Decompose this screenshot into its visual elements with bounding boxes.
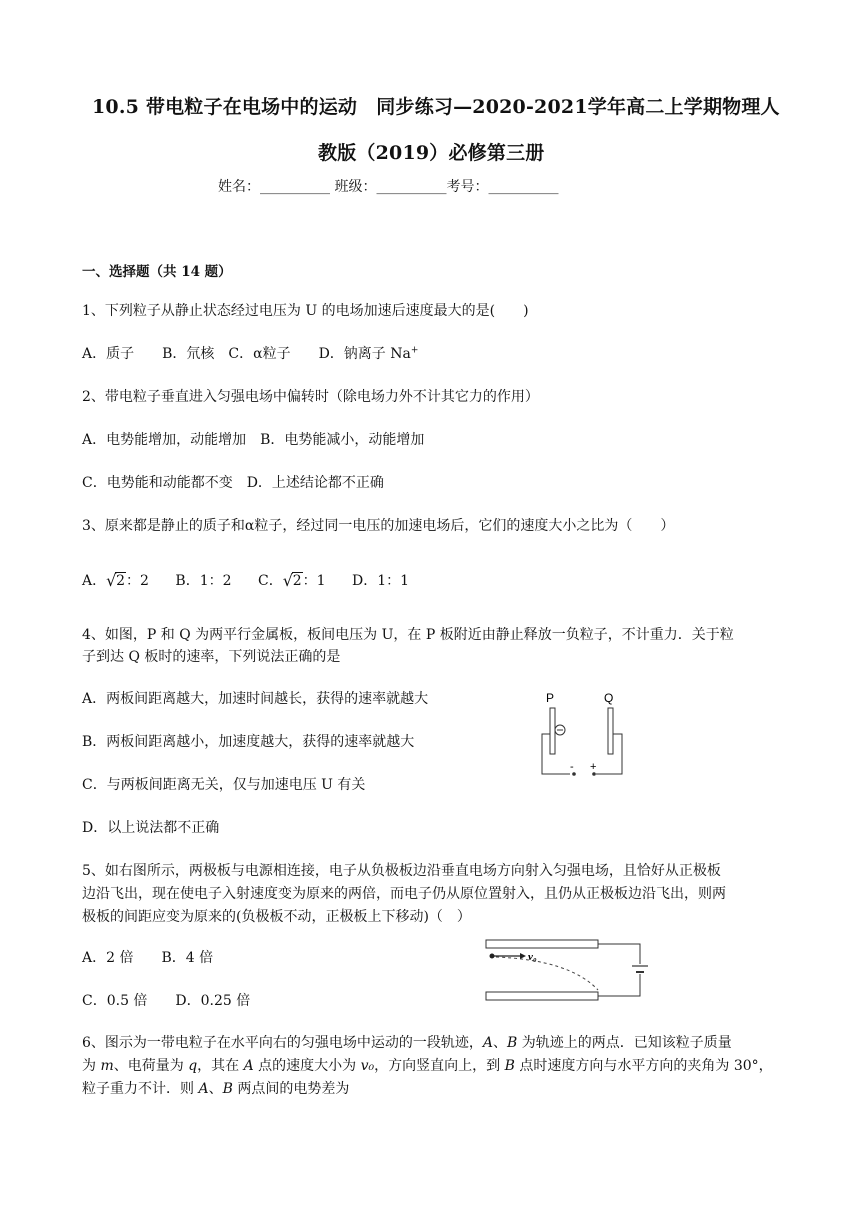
q3-opt-c-label: C．	[257, 573, 283, 589]
point-a-label: A	[482, 1035, 494, 1051]
q2-stem: 2、带电粒子垂直进入匀强电场中偏转时（除电场力外不计其它力的作用）	[82, 389, 539, 405]
q5-stem-line2: 边沿飞出，现在使电子入射速度变为原来的两倍，而电子仍从原位置射入，且仍从正极板边沿飞出，则两	[82, 886, 726, 902]
q3-opt-a-label: A．	[82, 573, 107, 589]
q6-line1-sep: 、	[493, 1035, 508, 1051]
q3-options	[82, 570, 409, 590]
page-title-line2: 教版（2019）必修第三册	[318, 142, 545, 164]
q6-line2-text-d: 点的速度大小为	[253, 1058, 361, 1074]
q3-opt-c-sqrt	[283, 573, 303, 589]
q5-stem-line1: 5、如右图所示，两极板与电源相连接，电子从负极板边沿垂直电场方向射入匀强电场，且恰好从正极板	[82, 863, 721, 879]
point-b-label: B	[507, 1035, 518, 1051]
q6-line3-sep: 、	[208, 1081, 223, 1097]
q6-line2	[82, 1055, 773, 1075]
velocity-symbol: v₀	[360, 1058, 375, 1074]
q6-line3	[82, 1078, 349, 1098]
mass-symbol: m	[100, 1058, 114, 1074]
label-q: Q	[604, 691, 614, 705]
q2-options-cd: C．电势能和动能都不变 D．上述结论都不正确	[82, 475, 384, 491]
q1-options	[82, 343, 418, 363]
point-b-label: B	[222, 1081, 233, 1097]
q2-options-ab: A．电势能增加，动能增加 B．电势能减小，动能增加	[82, 432, 425, 448]
q3-opt-a-sqrt	[106, 573, 126, 589]
upper-plate	[486, 940, 598, 948]
point-a-label: A	[198, 1081, 209, 1097]
terminal-minus-sign: -	[570, 761, 574, 773]
q6-line3-text-a: 粒子重力不计．则	[82, 1081, 199, 1097]
charge-symbol: q	[188, 1058, 198, 1074]
q6-line2-text-a: 为	[82, 1058, 101, 1074]
circuit-wire-bottom	[598, 974, 640, 996]
velocity-arrow-head	[520, 953, 526, 959]
circuit-wire-top	[598, 944, 640, 964]
label-p: P	[546, 691, 555, 705]
q6-line2-text-e: ，方向竖直向上，到	[374, 1058, 505, 1074]
q4-stem-line1: 4、如图，P 和 Q 为两平行金属板，板间电压为 U，在 P 板附近由静止释放一负粒子，不计重力．关于粒	[82, 627, 734, 643]
radical-sign: √	[106, 571, 117, 590]
na-charge-superscript: +	[410, 345, 419, 356]
q5-stem-line3: 极板的间距应变为原来的(负极板不动，正极板上下移动)（ ）	[82, 909, 471, 925]
point-a-label: A	[243, 1058, 254, 1074]
plate-p	[550, 708, 555, 754]
q4-plates-diagram	[536, 688, 656, 778]
lower-plate	[486, 992, 598, 1000]
q1-stem: 1、下列粒子从静止状态经过电压为 U 的电场加速后速度最大的是( )	[82, 303, 529, 319]
section-heading: 一、选择题（共 14 题）	[82, 264, 232, 280]
q6-line2-text-b: 、电荷量为	[113, 1058, 189, 1074]
q6-line3-text-c: 两点间的电势差为	[232, 1081, 350, 1097]
q5-deflection-diagram	[480, 920, 680, 1012]
q6-line1-text-c: 为轨迹上的两点．已知该粒子质量	[517, 1035, 732, 1051]
q4-opt-c: C．与两板间距离无关，仅与加速电压 U 有关	[82, 777, 366, 793]
q6-line1	[82, 1032, 732, 1052]
student-info-line: 姓名：__________ 班级：__________考号：__________	[218, 179, 559, 195]
q3-stem: 3、原来都是静止的质子和α粒子，经过同一电压的加速电场后，它们的速度大小之比为（ ）	[82, 518, 675, 534]
q5-options-ab: A．2 倍 B．4 倍	[82, 950, 214, 966]
q3-opt-c-rest: ：1	[302, 573, 326, 589]
q6-line2-text-f: 点时速度方向与水平方向的夹角为 30°，	[514, 1058, 773, 1074]
q1-options-text: A．质子 B．氘核 C．α粒子 D．钠离子 Na	[82, 346, 411, 362]
q3-opt-d: D．1：1	[352, 573, 410, 589]
terminal-plus-sign: +	[590, 761, 597, 773]
q4-opt-b: B．两板间距离越小，加速度越大，获得的速率就越大	[82, 734, 415, 750]
q5-options-cd: C．0.5 倍 D．0.25 倍	[82, 993, 251, 1009]
electron	[490, 954, 495, 959]
page-title-line1: 10.5 带电粒子在电场中的运动 同步练习—2020-2021学年高二上学期物理人	[92, 96, 780, 118]
wire-left	[542, 734, 570, 774]
q4-opt-d: D．以上说法都不正确	[82, 820, 220, 836]
q3-opt-a-rest: ：2	[126, 573, 149, 589]
radical-sign: √	[282, 571, 293, 590]
q4-stem-line2: 子到达 Q 板时的速率，下列说法正确的是	[82, 649, 341, 665]
plate-q	[608, 708, 613, 754]
v0-label: v₀	[528, 951, 537, 963]
radicand: 2	[116, 573, 126, 589]
radicand: 2	[292, 573, 302, 589]
point-b-label: B	[504, 1058, 515, 1074]
q3-opt-b: B．1：2	[175, 573, 232, 589]
q6-line1-text-a: 6、图示为一带电粒子在水平向右的匀强电场中运动的一段轨迹，	[82, 1035, 483, 1051]
q6-line2-text-c: ，其在	[197, 1058, 244, 1074]
electron-trajectory	[496, 957, 598, 990]
q4-opt-a: A．两板间距离越大，加速时间越长，获得的速率就越大	[82, 691, 429, 707]
